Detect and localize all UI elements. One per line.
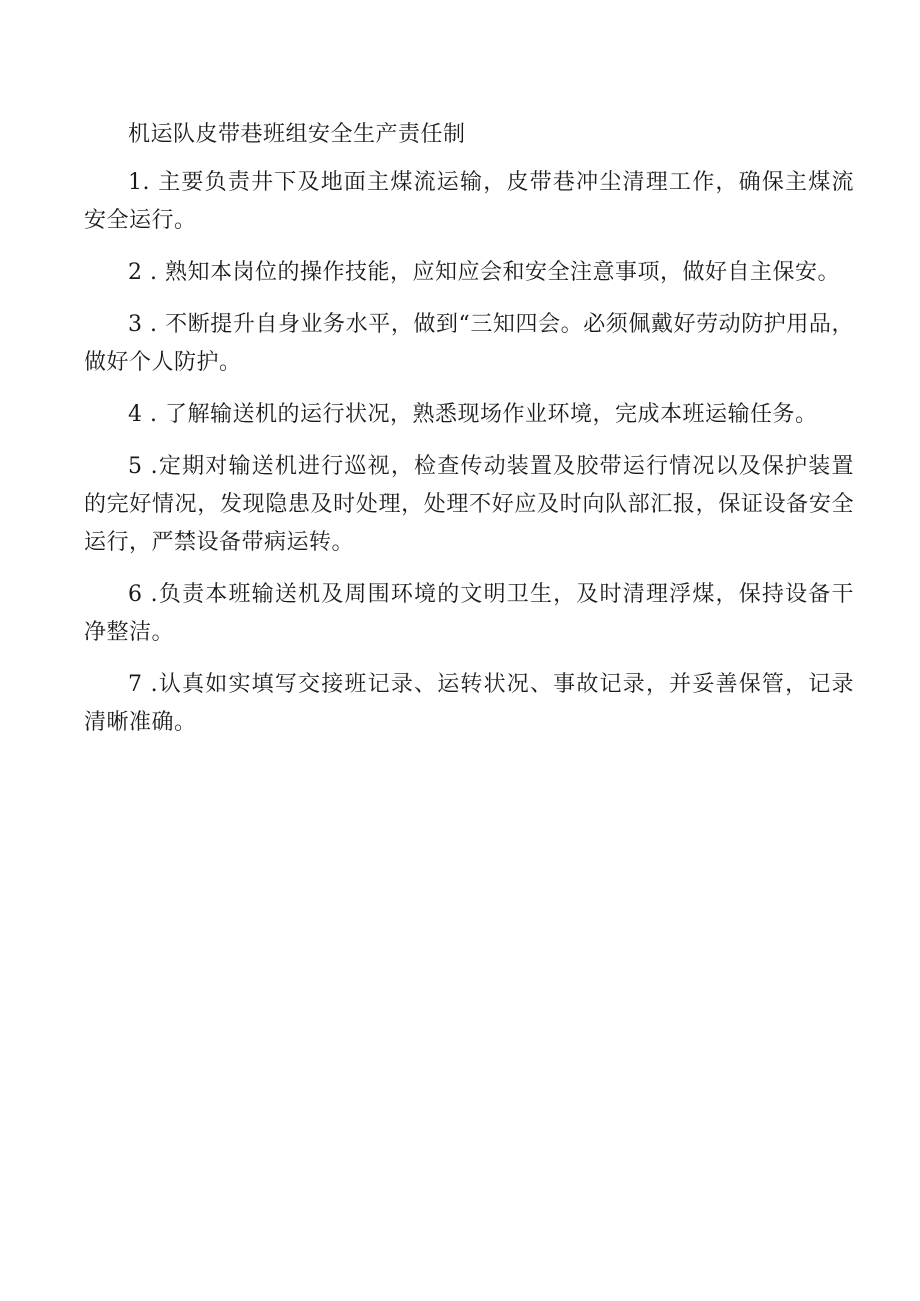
responsibility-list [84, 164, 854, 742]
item-number: 6 . [128, 582, 159, 607]
item-number: 4 . [128, 402, 165, 427]
item-number: 7 . [128, 672, 159, 697]
list-item [84, 666, 854, 742]
item-text: 不断提升自身业务水平，做到“三知四会。必须佩戴好劳动防护用品，做好个人防护。 [84, 312, 854, 375]
item-text: 熟知本岗位的操作技能，应知应会和安全注意事项，做好自主保安。 [164, 260, 840, 285]
item-text: 负责本班输送机及周围环境的文明卫生，及时清理浮煤，保持设备干净整洁。 [84, 582, 854, 645]
document-page [84, 118, 854, 756]
list-item [84, 448, 854, 562]
item-number: 1. [128, 170, 159, 195]
item-text: 认真如实填写交接班记录、运转状况、事故记录，并妥善保管，记录清晰准确。 [84, 672, 854, 735]
list-item [84, 306, 854, 382]
item-number: 2 . [128, 260, 165, 285]
list-item [84, 396, 854, 434]
item-text: 定期对输送机进行巡视，检查传动装置及胶带运行情况以及保护装置的完好情况，发现隐患及时处理，处理不好应及时向队部汇报，保证设备安全运行，严禁设备带病运转。 [84, 454, 854, 555]
list-item [84, 254, 854, 292]
list-item [84, 576, 854, 652]
item-text: 主要负责井下及地面主煤流运输，皮带巷冲尘清理工作，确保主煤流安全运行。 [84, 170, 854, 233]
item-number: 3 . [128, 312, 166, 337]
list-item [84, 164, 854, 240]
item-number: 5 . [128, 454, 159, 479]
item-text: 了解输送机的运行状况，熟悉现场作业环境，完成本班运输任务。 [164, 402, 818, 427]
document-title: 机运队皮带巷班组安全生产责任制 [128, 122, 466, 147]
